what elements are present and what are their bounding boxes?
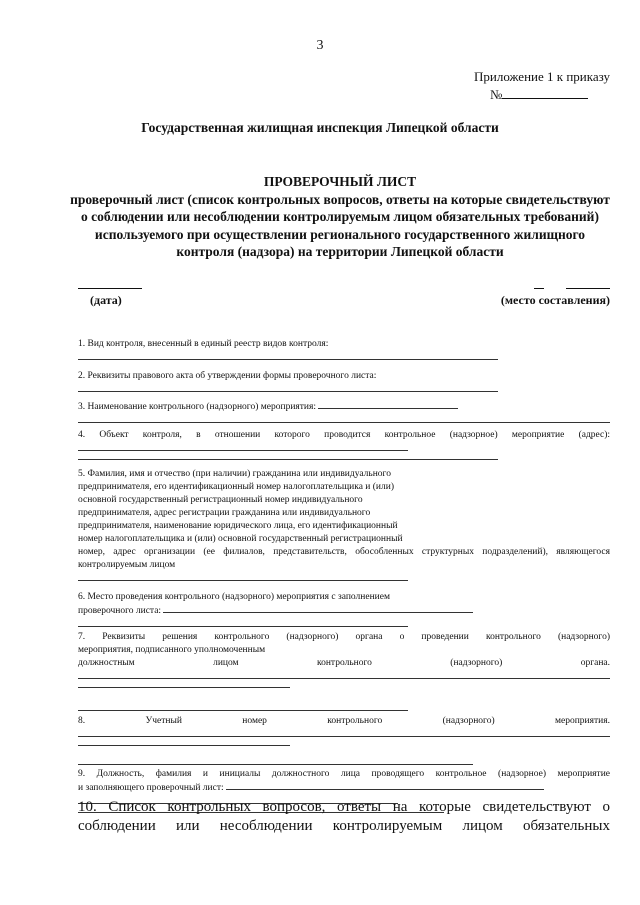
field-3-blank-2[interactable] (78, 414, 610, 423)
field-3: 3. Наименование контрольного (надзорного) мероприятия: (78, 400, 610, 423)
field-6-blank[interactable] (163, 604, 473, 613)
field-4-blank[interactable] (78, 442, 408, 451)
title-main: ПРОВЕРОЧНЫЙ ЛИСТ (263, 174, 417, 189)
page-number: 3 (316, 38, 324, 53)
field-2-blank[interactable] (78, 383, 498, 392)
document-title (70, 173, 610, 261)
field-7-blank-2[interactable] (78, 679, 290, 688)
field-1-blank[interactable] (78, 351, 498, 360)
field-8-blank[interactable] (78, 728, 610, 737)
place-blank-short[interactable] (534, 288, 544, 289)
field-5-blank[interactable] (78, 572, 408, 581)
annex-reference (440, 68, 610, 104)
organization-name: Государственная жилищная инспекция Липецкой области (141, 120, 499, 135)
field-2: 2. Реквизиты правового акта об утверждении формы проверочного листа: (78, 370, 610, 392)
field-9-blank-top[interactable] (78, 756, 473, 765)
field-4: 4. Объект контроля, в отношении которого проводится контрольное (надзорное) мероприятие (адрес): (78, 429, 610, 460)
annex-title: Приложение 1 к приказу (473, 69, 610, 84)
place-blank[interactable] (566, 288, 610, 289)
date-blank[interactable] (78, 288, 142, 289)
field-6-blank-2[interactable] (78, 618, 408, 627)
field-6: 6. Место проведения контрольного (надзорного) мероприятия с заполнением проверочного листа: (78, 591, 610, 627)
date-label: (дата) (90, 293, 122, 307)
field-7: 7. Реквизиты решения контрольного (надзорного) органа о проведении контрольного (надзорного) мероприятия, подписанного уполномоченным должностным лицом контрольного (надзорного) органа. (78, 631, 610, 688)
place-label: (место составления) (500, 293, 610, 307)
title-subtitle: проверочный лист (список контрольных вопросов, ответы на которые свидетельствуют о соблюдении или несоблюдении контролируемым лицом обязательных требований) используемого при осуществлении регионального государственного жилищного контроля (надзора) на территории Липецкой области (70, 191, 610, 259)
field-8-blank-top[interactable] (78, 702, 408, 711)
annex-order-number: № (440, 86, 610, 104)
field-4-blank-2[interactable] (78, 451, 498, 460)
date-place-row (78, 280, 610, 312)
field-5: 5. Фамилия, имя и отчество (при наличии) гражданина или индивидуального предпринимателя, его идентификационный номер налогоплательщика и (или) основной государственный регистрационный номер индивидуального предпринимателя, адрес регистрации гражданина или индивидуального предпринимателя, наименование юридического лица, его идентификационный номер налогоплательщика и (или) основной государственный регистрационный номер, адрес организации (ее филиалов, представительств, обособленных структурных подразделений), являющегося контролируемым лицом (78, 468, 610, 581)
field-9: 9. Должность, фамилия и инициалы должностного лица проводящего контрольное (надзорное) мероприятие и заполняющего проверочный лист: (78, 756, 610, 813)
field-7-blank[interactable] (78, 670, 610, 679)
field-9-blank[interactable] (226, 781, 544, 790)
field-1: 1. Вид контроля, внесенный в единый реестр видов контроля: (78, 338, 610, 360)
field-8: 8. Учетный номер контрольного (надзорного) мероприятия. (78, 702, 610, 746)
section-10-heading: 10. Список контрольных вопросов, ответы на которые свидетельствуют о соблюдении или несоблюдении контролируемым лицом обязательных (78, 799, 610, 834)
form-fields (78, 338, 610, 813)
field-3-blank[interactable] (318, 400, 458, 409)
field-8-blank-2[interactable] (78, 737, 290, 746)
